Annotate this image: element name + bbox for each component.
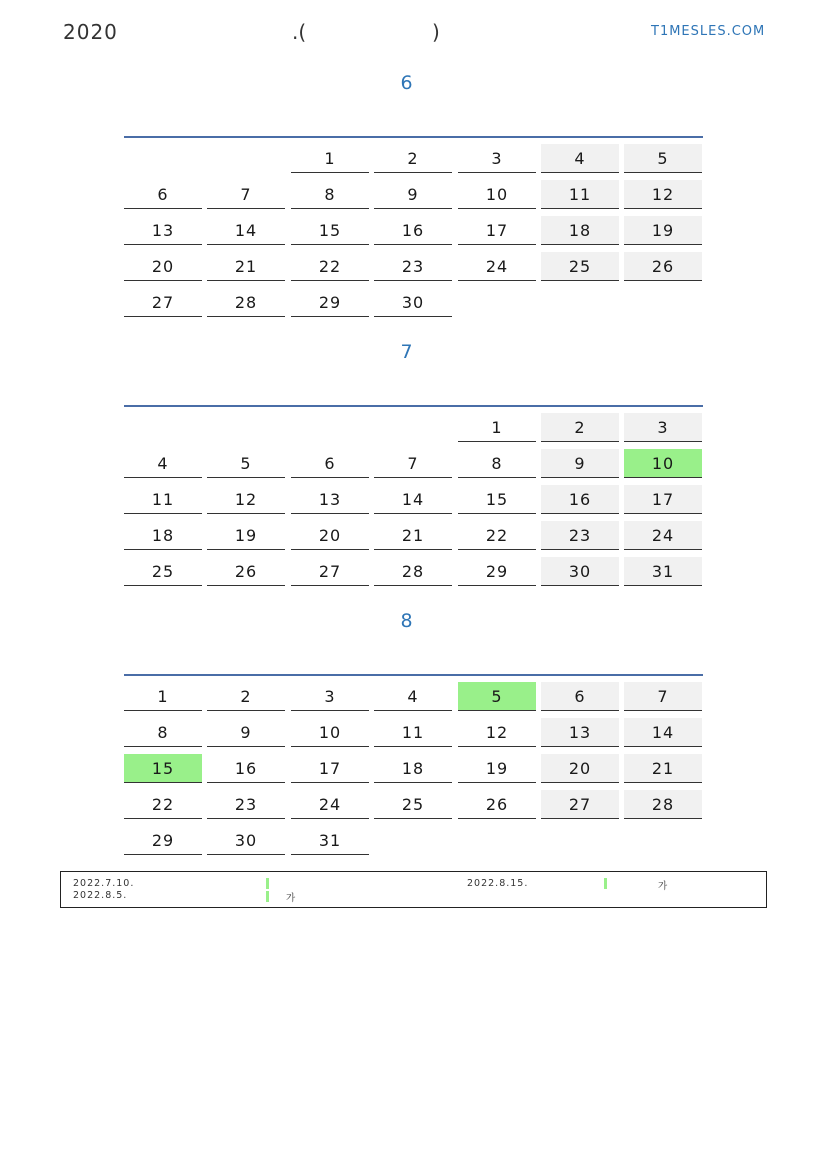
holiday-day-cell: 10 [624,449,702,478]
day-cell: 25 [124,557,202,586]
day-cell: 31 [291,826,369,855]
day-cell: 28 [374,557,452,586]
month-title-august: 8 [400,610,413,632]
empty-day-cell [458,826,536,854]
day-cell: 27 [124,288,202,317]
day-cell: 31 [624,557,702,586]
day-cell: 1 [458,413,536,442]
empty-day-cell [124,413,202,441]
day-cell: 7 [624,682,702,711]
day-cell: 10 [458,180,536,209]
day-cell: 28 [624,790,702,819]
day-cell: 18 [124,521,202,550]
day-cell: 26 [624,252,702,281]
calendar-july [124,405,703,587]
day-cell: 17 [291,754,369,783]
empty-day-cell [541,826,619,854]
empty-day-cell [207,144,285,172]
day-cell: 9 [541,449,619,478]
day-cell: 1 [291,144,369,173]
day-cell: 25 [374,790,452,819]
day-cell: 15 [458,485,536,514]
day-cell: 7 [207,180,285,209]
week-row [124,479,703,515]
empty-day-cell [374,413,452,441]
day-cell: 1 [124,682,202,711]
day-cell: 11 [124,485,202,514]
week-row [124,820,703,856]
day-cell: 20 [124,252,202,281]
day-cell: 21 [374,521,452,550]
day-cell: 23 [207,790,285,819]
empty-day-cell [624,288,702,316]
day-cell: 29 [124,826,202,855]
day-cell: 19 [458,754,536,783]
week-row [124,282,703,318]
day-cell: 7 [374,449,452,478]
legend-marker-1 [266,878,269,889]
week-row [124,748,703,784]
day-cell: 28 [207,288,285,317]
day-cell: 4 [541,144,619,173]
day-cell: 14 [624,718,702,747]
empty-day-cell [541,288,619,316]
week-row [124,210,703,246]
day-cell: 18 [541,216,619,245]
day-cell: 17 [458,216,536,245]
legend-entry-3-date: 2022.8.15. [467,878,529,889]
legend-marker-2 [266,891,269,902]
day-cell: 8 [291,180,369,209]
legend-entry-2-date: 2022.8.5. [73,890,128,901]
week-row [124,676,703,712]
day-cell: 20 [291,521,369,550]
holiday-day-cell: 15 [124,754,202,783]
empty-day-cell [458,288,536,316]
day-cell: 30 [207,826,285,855]
day-cell: 8 [124,718,202,747]
day-cell: 12 [458,718,536,747]
day-cell: 9 [374,180,452,209]
week-row [124,138,703,174]
day-cell: 2 [207,682,285,711]
day-cell: 12 [624,180,702,209]
day-cell: 15 [291,216,369,245]
day-cell: 22 [458,521,536,550]
day-cell: 5 [207,449,285,478]
day-cell: 13 [291,485,369,514]
week-row [124,174,703,210]
day-cell: 5 [624,144,702,173]
day-cell: 18 [374,754,452,783]
empty-day-cell [624,826,702,854]
day-cell: 24 [624,521,702,550]
empty-day-cell [374,826,452,854]
day-cell: 22 [291,252,369,281]
day-cell: 6 [124,180,202,209]
day-cell: 14 [207,216,285,245]
brand-link[interactable]: T1MESLES.COM [651,24,766,39]
week-row [124,784,703,820]
day-cell: 16 [207,754,285,783]
day-cell: 27 [541,790,619,819]
holiday-legend [60,871,767,908]
month-title-july: 7 [400,341,413,363]
month-title-june: 6 [400,72,413,94]
day-cell: 12 [207,485,285,514]
empty-day-cell [124,144,202,172]
day-cell: 21 [624,754,702,783]
day-cell: 16 [541,485,619,514]
week-row [124,515,703,551]
day-cell: 3 [291,682,369,711]
calendar-june [124,136,703,318]
week-row [124,443,703,479]
day-cell: 13 [124,216,202,245]
day-cell: 20 [541,754,619,783]
subtitle-open: .( [292,20,307,44]
day-cell: 21 [207,252,285,281]
week-row [124,246,703,282]
day-cell: 30 [374,288,452,317]
subtitle-close: ) [432,20,440,44]
day-cell: 17 [624,485,702,514]
day-cell: 4 [124,449,202,478]
day-cell: 9 [207,718,285,747]
day-cell: 13 [541,718,619,747]
day-cell: 24 [458,252,536,281]
day-cell: 14 [374,485,452,514]
day-cell: 10 [291,718,369,747]
legend-entry-2-text: 가 [286,893,297,904]
day-cell: 23 [541,521,619,550]
day-cell: 4 [374,682,452,711]
day-cell: 29 [458,557,536,586]
day-cell: 2 [374,144,452,173]
day-cell: 19 [624,216,702,245]
empty-day-cell [291,413,369,441]
legend-entry-1-date: 2022.7.10. [73,878,135,889]
header-year: 2020 [63,20,118,44]
day-cell: 8 [458,449,536,478]
day-cell: 26 [207,557,285,586]
week-row [124,712,703,748]
day-cell: 25 [541,252,619,281]
day-cell: 16 [374,216,452,245]
legend-marker-3 [604,878,607,889]
empty-day-cell [207,413,285,441]
day-cell: 3 [458,144,536,173]
day-cell: 26 [458,790,536,819]
day-cell: 11 [541,180,619,209]
day-cell: 30 [541,557,619,586]
day-cell: 24 [291,790,369,819]
day-cell: 23 [374,252,452,281]
day-cell: 22 [124,790,202,819]
day-cell: 3 [624,413,702,442]
day-cell: 2 [541,413,619,442]
day-cell: 6 [541,682,619,711]
week-row [124,551,703,587]
day-cell: 29 [291,288,369,317]
calendar-august [124,674,703,856]
day-cell: 11 [374,718,452,747]
week-row [124,407,703,443]
day-cell: 19 [207,521,285,550]
legend-entry-3-text: 가 [658,881,669,892]
holiday-day-cell: 5 [458,682,536,711]
day-cell: 6 [291,449,369,478]
day-cell: 27 [291,557,369,586]
